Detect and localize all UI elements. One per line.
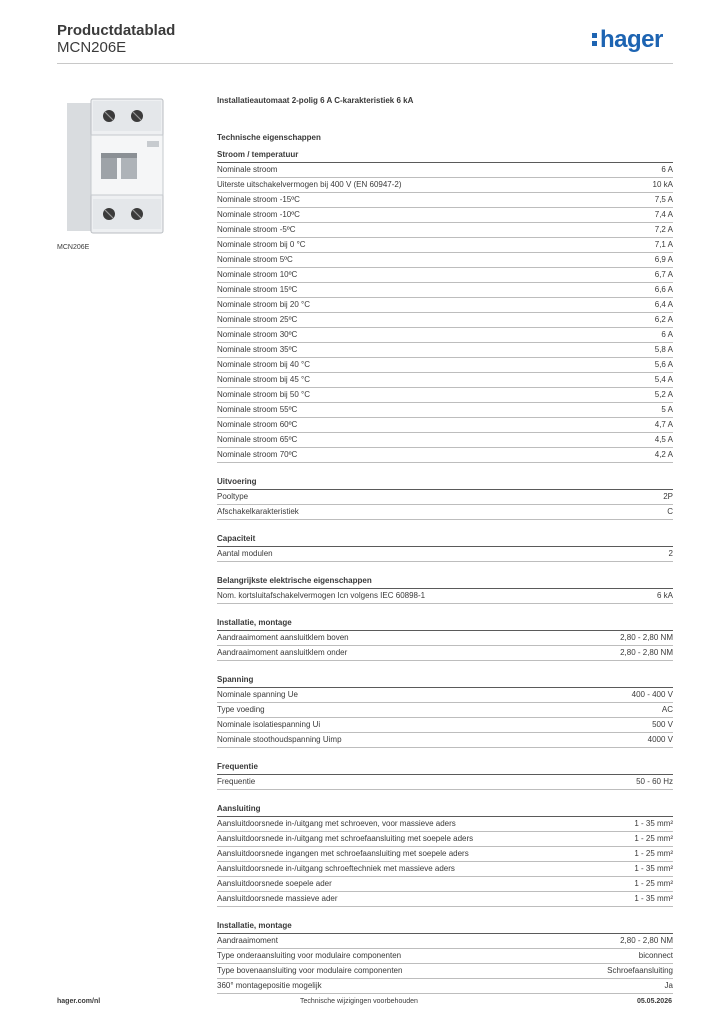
spec-value: 4000 V xyxy=(647,735,673,744)
spec-row xyxy=(217,832,673,847)
spec-value: 1 - 25 mm² xyxy=(634,879,673,888)
spec-value: 6,4 A xyxy=(654,300,673,309)
spec-row xyxy=(217,403,673,418)
spec-value: 1 - 35 mm² xyxy=(634,894,673,903)
spec-value: 7,5 A xyxy=(654,195,673,204)
spec-label: Aansluitdoorsnede soepele ader xyxy=(217,879,332,888)
spec-row xyxy=(217,964,673,979)
spec-row xyxy=(217,589,673,604)
spec-label: Type onderaansluiting voor modulaire componenten xyxy=(217,951,402,960)
group-heading: Frequentie xyxy=(217,760,673,775)
spec-value: 50 - 60 Hz xyxy=(636,777,673,786)
spec-row xyxy=(217,238,673,253)
spec-row xyxy=(217,268,673,283)
spec-label: Nominale stroom 25ºC xyxy=(217,315,298,324)
spec-value: 6 A xyxy=(661,165,673,174)
spec-label: Aansluitdoorsnede ingangen met schroefaansluiting met soepele aders xyxy=(217,849,469,858)
spec-label: Nominale stoothoudspanning Uimp xyxy=(217,735,342,744)
page-title: Productdatablad xyxy=(57,22,176,39)
spec-row xyxy=(217,253,673,268)
spec-label: Aantal modulen xyxy=(217,549,273,558)
spec-label: Nominale stroom 30ºC xyxy=(217,330,298,339)
spec-value: 7,1 A xyxy=(654,240,673,249)
spec-row xyxy=(217,328,673,343)
product-code: MCN206E xyxy=(57,39,127,56)
spec-groups xyxy=(217,148,673,994)
spec-label: Nominale stroom bij 40 °C xyxy=(217,360,311,369)
spec-row xyxy=(217,448,673,463)
spec-label: Aansluitdoorsnede in-/uitgang met schroeven, voor massieve aders xyxy=(217,819,456,828)
spec-label: Nominale stroom 65ºC xyxy=(217,435,298,444)
spec-row xyxy=(217,775,673,790)
spec-value: 5,2 A xyxy=(654,390,673,399)
header-divider xyxy=(57,63,673,64)
footer-website: hager.com/nl xyxy=(57,998,101,1005)
spec-value: biconnect xyxy=(638,951,673,960)
spec-label: Nominale stroom 15ºC xyxy=(217,285,298,294)
spec-value: 1 - 25 mm² xyxy=(634,834,673,843)
spec-row xyxy=(217,817,673,832)
spec-row xyxy=(217,505,673,520)
spec-row xyxy=(217,343,673,358)
product-image xyxy=(57,95,197,236)
spec-label: Frequentie xyxy=(217,777,256,786)
spec-label: Nominale stroom 10ºC xyxy=(217,270,298,279)
group-heading: Stroom / temperatuur xyxy=(217,148,673,163)
spec-value: 1 - 35 mm² xyxy=(634,864,673,873)
spec-value: 5,6 A xyxy=(654,360,673,369)
spec-row xyxy=(217,388,673,403)
spec-row xyxy=(217,193,673,208)
spec-row xyxy=(217,718,673,733)
spec-label: Aandraaimoment aansluitklem onder xyxy=(217,648,348,657)
spec-row xyxy=(217,949,673,964)
spec-label: Nominale stroom bij 50 °C xyxy=(217,390,311,399)
hager-logo xyxy=(592,28,663,52)
footer-date: 05.05.2026 xyxy=(636,998,672,1005)
spec-row xyxy=(217,418,673,433)
spec-label: Nominale stroom -10ºC xyxy=(217,210,300,219)
spec-row xyxy=(217,313,673,328)
spec-row xyxy=(217,646,673,661)
spec-label: Pooltype xyxy=(217,492,249,501)
spec-value: 4,5 A xyxy=(654,435,673,444)
spec-label: Aansluitdoorsnede in-/uitgang schroeftechniek met massieve aders xyxy=(217,864,455,873)
spec-row xyxy=(217,703,673,718)
spec-label: Aandraaimoment xyxy=(217,936,278,945)
spec-value: 2,80 - 2,80 NM xyxy=(620,648,673,657)
spec-value: 5,8 A xyxy=(654,345,673,354)
spec-label: Nominale stroom -5ºC xyxy=(217,225,296,234)
spec-row xyxy=(217,490,673,505)
spec-label: Nominale stroom -15ºC xyxy=(217,195,300,204)
spec-value: 2 xyxy=(668,549,673,558)
spec-value: 4,2 A xyxy=(654,450,673,459)
spec-value: 500 V xyxy=(652,720,673,729)
spec-value: 1 - 25 mm² xyxy=(634,849,673,858)
spec-value: 6,9 A xyxy=(654,255,673,264)
spec-row xyxy=(217,208,673,223)
spec-value: 7,4 A xyxy=(654,210,673,219)
spec-label: Type voeding xyxy=(217,705,265,714)
product-image-caption: MCN206E xyxy=(57,244,90,251)
group-heading: Spanning xyxy=(217,673,673,688)
spec-value: 10 kA xyxy=(652,180,673,189)
group-heading: Aansluiting xyxy=(217,802,673,817)
spec-row xyxy=(217,631,673,646)
logo-text: hager xyxy=(600,26,663,53)
spec-label: Nominale stroom 70ºC xyxy=(217,450,298,459)
spec-label: Nominale stroom bij 0 °C xyxy=(217,240,306,249)
spec-label: Nominale isolatiespanning Ui xyxy=(217,720,321,729)
spec-row xyxy=(217,547,673,562)
group-heading: Uitvoering xyxy=(217,475,673,490)
spec-row xyxy=(217,163,673,178)
spec-row xyxy=(217,358,673,373)
spec-label: 360° montagepositie mogelijk xyxy=(217,981,322,990)
spec-row xyxy=(217,979,673,994)
section-title: Technische eigenschappen xyxy=(217,133,321,142)
group-heading: Belangrijkste elektrische eigenschappen xyxy=(217,574,673,589)
spec-value: Schroefaansluiting xyxy=(607,966,673,975)
spec-value: 4,7 A xyxy=(654,420,673,429)
spec-label: Nominale stroom xyxy=(217,165,278,174)
spec-label: Nominale stroom 60ºC xyxy=(217,420,298,429)
spec-label: Aansluitdoorsnede in-/uitgang met schroefaansluiting met soepele aders xyxy=(217,834,474,843)
spec-value: 6,6 A xyxy=(654,285,673,294)
spec-row xyxy=(217,862,673,877)
spec-value: 2P xyxy=(663,492,673,501)
spec-value: AC xyxy=(661,705,673,714)
spec-label: Nominale stroom 55ºC xyxy=(217,405,298,414)
spec-value: C xyxy=(667,507,673,516)
spec-label: Nominale spanning Ue xyxy=(217,690,298,699)
spec-row xyxy=(217,223,673,238)
group-heading: Installatie, montage xyxy=(217,616,673,631)
spec-row xyxy=(217,283,673,298)
spec-value: 6 kA xyxy=(656,591,673,600)
spec-label: Aandraaimoment aansluitklem boven xyxy=(217,633,349,642)
spec-label: Nominale stroom 5ºC xyxy=(217,255,293,264)
spec-value: Ja xyxy=(664,981,673,990)
product-title: Installatieautomaat 2-polig 6 A C-karakteristiek 6 kA xyxy=(217,96,414,105)
spec-row xyxy=(217,934,673,949)
spec-value: 7,2 A xyxy=(654,225,673,234)
spec-row xyxy=(217,373,673,388)
logo-dots-icon xyxy=(592,30,598,46)
spec-row xyxy=(217,877,673,892)
spec-row xyxy=(217,847,673,862)
spec-value: 1 - 35 mm² xyxy=(634,819,673,828)
spec-row xyxy=(217,733,673,748)
spec-label: Nominale stroom bij 45 °C xyxy=(217,375,311,384)
spec-value: 2,80 - 2,80 NM xyxy=(620,936,673,945)
spec-value: 6,7 A xyxy=(654,270,673,279)
spec-label: Type bovenaansluiting voor modulaire componenten xyxy=(217,966,403,975)
footer-disclaimer: Technische wijzigingen voorbehouden xyxy=(300,998,418,1005)
group-heading: Capaciteit xyxy=(217,532,673,547)
spec-value: 5 A xyxy=(661,405,673,414)
spec-value: 5,4 A xyxy=(654,375,673,384)
spec-row xyxy=(217,688,673,703)
spec-label: Afschakelkarakteristiek xyxy=(217,507,299,516)
spec-label: Aansluitdoorsnede massieve ader xyxy=(217,894,338,903)
spec-row xyxy=(217,892,673,907)
spec-content xyxy=(217,94,673,994)
spec-value: 6,2 A xyxy=(654,315,673,324)
spec-label: Nom. kortsluitafschakelvermogen Icn volgens IEC 60898-1 xyxy=(217,591,426,600)
spec-label: Uiterste uitschakelvermogen bij 400 V (EN 60947-2) xyxy=(217,180,402,189)
spec-label: Nominale stroom 35ºC xyxy=(217,345,298,354)
group-heading: Installatie, montage xyxy=(217,919,673,934)
spec-row xyxy=(217,433,673,448)
spec-row xyxy=(217,178,673,193)
spec-row xyxy=(217,298,673,313)
spec-value: 400 - 400 V xyxy=(631,690,673,699)
spec-label: Nominale stroom bij 20 °C xyxy=(217,300,311,309)
spec-value: 6 A xyxy=(661,330,673,339)
spec-value: 2,80 - 2,80 NM xyxy=(620,633,673,642)
